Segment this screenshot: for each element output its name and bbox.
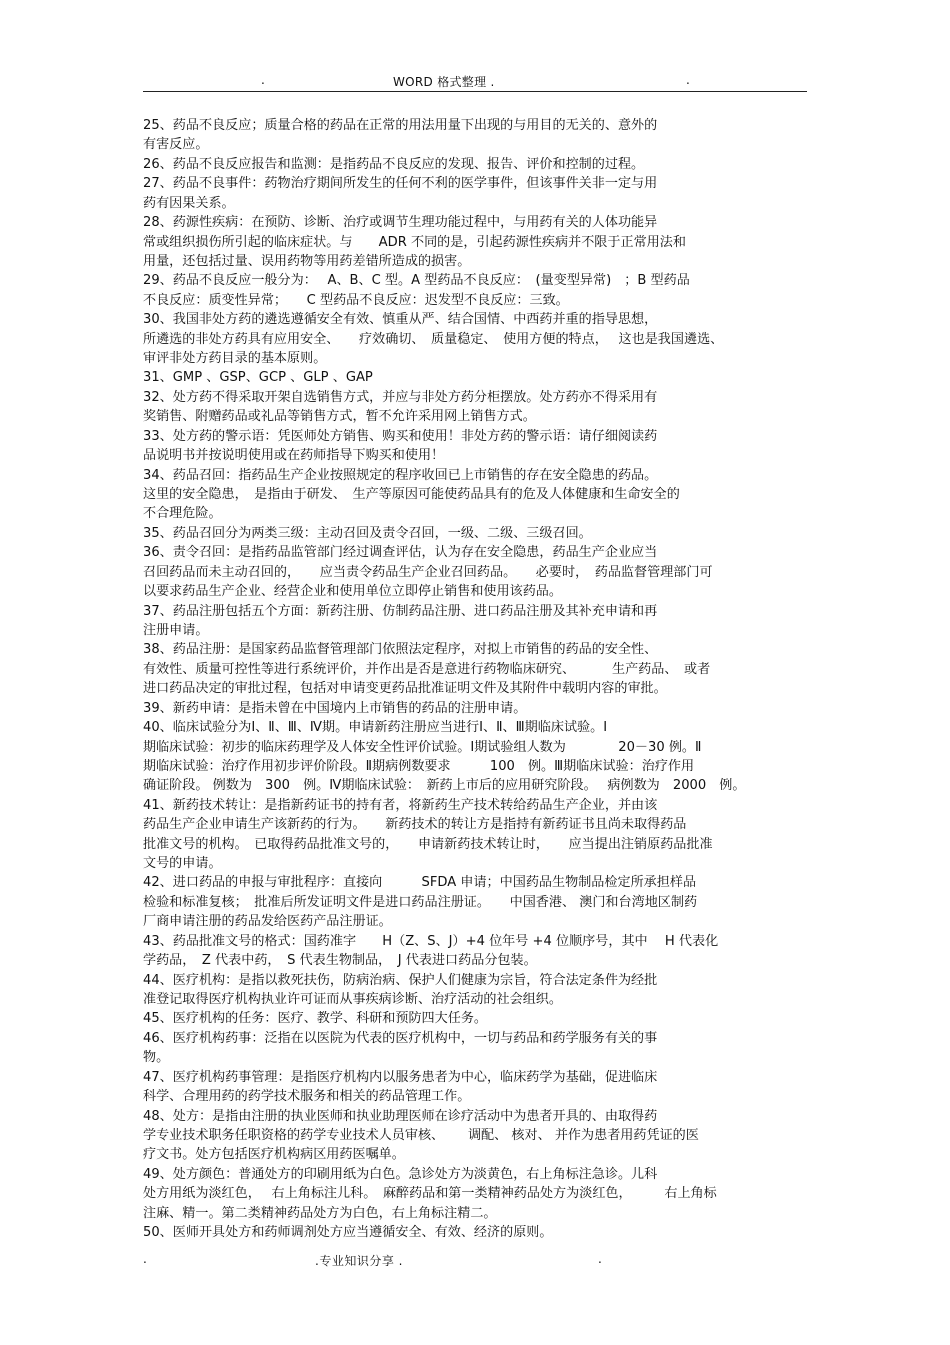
text-line: 37、药品注册包括五个方面：新药注册、仿制药品注册、进口药品注册及其补充申请和再: [143, 603, 658, 619]
header-title: WORD 格式整理 .: [393, 75, 495, 89]
text-line: 45、医疗机构的任务：医疗、教学、科研和预防四大任务。: [143, 1011, 488, 1027]
text-line: 44、医疗机构：是指以救死扶伤，防病治病、保护人们健康为宗旨，符合法定条件为经批: [143, 972, 658, 988]
text-line: 以要求药品生产企业、经营企业和使用单位立即停止销售和使用该药品。: [143, 584, 562, 600]
text-line: 文号的申请。: [143, 856, 222, 872]
text-line: 科学、合理用药的药学技术服务和相关的药品管理工作。: [143, 1089, 471, 1105]
text-line: 50、医师开具处方和药师调剂处方应当遵循安全、有效、经济的原则。: [143, 1225, 553, 1241]
text-line: 召回药品而未主动召回的， 应当责令药品生产企业召回药品。 必要时， 药品监督管理部门可: [143, 564, 713, 580]
header-dot-right: .: [686, 73, 690, 87]
text-line: 35、药品召回分为两类三级：主动召回及责令召回，一级、二级、三级召回。: [143, 525, 592, 541]
text-line: 审评非处方药目录的基本原则。: [143, 351, 327, 367]
footer-text: .专业知识分享 .: [315, 1254, 403, 1268]
text-line: 处方用纸为淡红色， 右上角标注儿科。 麻醉药品和第一类精神药品处方为淡红色， 右上角标: [143, 1186, 717, 1202]
text-line: 奖销售、附赠药品或礼品等销售方式，暂不允许采用网上销售方式。: [143, 409, 536, 425]
text-line: 48、处方：是指由注册的执业医师和执业助理医师在诊疗活动中为患者开具的、由取得药: [143, 1108, 658, 1124]
text-line: 36、责令召回：是指药品监管部门经过调查评估，认为存在安全隐患，药品生产企业应当: [143, 545, 658, 561]
text-line: 49、处方颜色：普通处方的印刷用纸为白色。急诊处方为淡黄色，右上角标注急诊。儿科: [143, 1166, 658, 1182]
text-line: 疗文书。处方包括医疗机构病区用药医嘱单。: [143, 1147, 405, 1163]
text-line: 25、药品不良反应；质量合格的药品在正常的用法用量下出现的与用目的无关的、意外的: [143, 118, 658, 133]
text-line: 这里的安全隐患， 是指由于研发、 生产等原因可能使药品具有的危及人体健康和生命安全的: [143, 487, 680, 503]
text-line: 期临床试验：治疗作用初步评价阶段。Ⅱ期病例数要求 100 例。Ⅲ期临床试验：治疗作用: [143, 758, 695, 774]
text-line: 有效性、质量可控性等进行系统评价，并作出是否是意进行药物临床研究、 生产药品、 或者: [143, 661, 711, 677]
text-line: 29、药品不良反应一般分为： A、B、C 型。A 型药品不良反应： (量变型异常) ；B 型药品: [143, 273, 690, 289]
footer-dot-left: .: [143, 1252, 147, 1266]
text-line: 32、处方药不得采取开架自选销售方式，并应与非处方药分柜摆放。处方药亦不得采用有: [143, 389, 658, 405]
text-line: 确证阶段。 例数为 300 例。Ⅳ期临床试验： 新药上市后的应用研究阶段。 病例数为 2000 例。: [143, 778, 746, 794]
text-line: 41、新药技术转让：是指新药证书的持有者，将新药生产技术转给药品生产企业，并由该: [143, 797, 658, 813]
document-body: [143, 116, 809, 1242]
text-line: 检验和标准复核； 批准后所发证明文件是进口药品注册证。 中国香港、 澳门和台湾地区制药: [143, 894, 698, 910]
text-line: 批准文号的机构。 已取得药品批准文号的， 申请新药技术转让时， 应当提出注销原药品批准: [143, 836, 713, 852]
text-line: 期临床试验：初步的临床药理学及人体安全性评价试验。Ⅰ期试验组人数为 20－30 例。Ⅱ: [143, 739, 702, 755]
text-line: 学专业技术职务任职资格的药学专业技术人员审核、 调配、 核对、 并作为患者用药凭证的医: [143, 1127, 699, 1143]
text-line: 46、医疗机构药事：泛指在以医院为代表的医疗机构中，一切与药品和药学服务有关的事: [143, 1030, 658, 1046]
text-line: 所遴选的非处方药具有应用安全、 疗效确切、 质量稳定、 使用方便的特点， 这也是我国遴选、: [143, 331, 724, 347]
text-line: 常或组织损伤所引起的临床症状。与 ADR 不同的是，引起药源性疾病并不限于正常用法和: [143, 234, 686, 250]
text-line: 不合理危险。: [143, 506, 222, 522]
text-line: 用量，还包括过量、误用药物等用药差错所造成的损害。: [143, 253, 471, 269]
header-rule: [143, 91, 807, 92]
text-line: 38、药品注册：是国家药品监督管理部门依照法定程序，对拟上市销售的药品的安全性、: [143, 642, 658, 658]
text-line: 28、药源性疾病：在预防、诊断、治疗或调节生理功能过程中，与用药有关的人体功能异: [143, 215, 658, 231]
text-line: 有害反应。: [143, 137, 209, 153]
text-line: 注麻、精一。第二类精神药品处方为白色，右上角标注精二。: [143, 1205, 497, 1221]
header-dot-left: .: [261, 73, 265, 87]
text-line: 物。: [143, 1050, 170, 1066]
text-line: 准登记取得医疗机构执业许可证而从事疾病诊断、治疗活动的社会组织。: [143, 991, 562, 1007]
text-line: 进口药品决定的审批过程，包括对申请变更药品批准证明文件及其附件中载明内容的审批。: [143, 681, 667, 697]
text-line: 学药品， Z 代表中药， S 代表生物制品， J 代表进口药品分包装。: [143, 953, 537, 969]
page-header: [143, 70, 807, 92]
text-line: 33、处方药的警示语：凭医师处方销售、购买和使用！非处方药的警示语：请仔细阅读药: [143, 428, 658, 444]
text-line: 43、药品批准文号的格式：国药准字 H（Z、S、J）+4 位年号 +4 位顺序号，其中 H 代表化: [143, 933, 719, 949]
text-line: 40、临床试验分为Ⅰ、Ⅱ、Ⅲ、Ⅳ期。申请新药注册应当进行Ⅰ、Ⅱ、Ⅲ期临床试验。Ⅰ: [143, 720, 608, 736]
text-line: 注册申请。: [143, 622, 209, 638]
text-line: 药有因果关系。: [143, 195, 235, 211]
text-line: 30、我国非处方药的遴选遵循安全有效、慎重从严、结合国情、中西药并重的指导思想，: [143, 312, 658, 328]
text-line: 34、药品召回：指药品生产企业按照规定的程序收回已上市销售的存在安全隐患的药品。: [143, 467, 658, 483]
text-line: 品说明书并按说明使用或在药师指导下购买和使用！: [143, 448, 445, 464]
text-line: 39、新药申请：是指未曾在中国境内上市销售的药品的注册申请。: [143, 700, 527, 716]
page-footer: [143, 1252, 807, 1272]
text-line: 42、进口药品的申报与审批程序：直接向 SFDA 申请；中国药品生物制品检定所承担样品: [143, 875, 697, 891]
text-line: 47、医疗机构药事管理：是指医疗机构内以服务患者为中心，临床药学为基础，促进临床: [143, 1069, 658, 1085]
text-line: 31、GMP 、GSP、GCP 、GLP 、GAP: [143, 370, 373, 386]
text-line: 药品生产企业申请生产该新药的行为。 新药技术的转让方是指持有新药证书且尚未取得药品: [143, 817, 687, 833]
text-line: 不良反应：质变性异常； C 型药品不良反应：迟发型不良反应：三致。: [143, 292, 569, 308]
footer-dot-right: .: [598, 1252, 602, 1266]
text-line: 27、药品不良事件：药物治疗期间所发生的任何不利的医学事件，但该事件关非一定与用: [143, 176, 658, 192]
text-line: 26、药品不良反应报告和监测：是指药品不良反应的发现、报告、评价和控制的过程。: [143, 156, 645, 172]
text-line: 厂商申请注册的药品发给医药产品注册证。: [143, 914, 392, 930]
